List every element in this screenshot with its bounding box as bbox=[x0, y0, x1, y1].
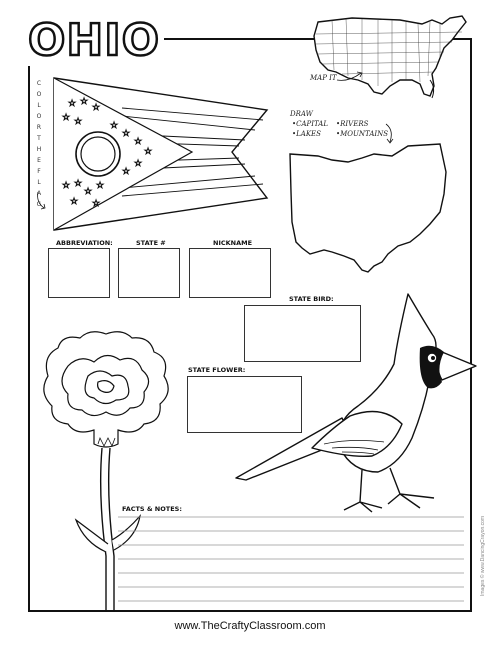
star-icon: ☆ bbox=[95, 181, 105, 191]
draw-item-rivers: •RIVERS bbox=[336, 120, 369, 128]
star-icon: ☆ bbox=[83, 187, 93, 197]
star-icon: ☆ bbox=[79, 97, 89, 107]
state-number-box[interactable] bbox=[118, 248, 180, 298]
star-icon: ☆ bbox=[133, 159, 143, 169]
arrow-icon bbox=[335, 70, 365, 84]
star-icon: ☆ bbox=[121, 167, 131, 177]
star-icon: ☆ bbox=[109, 121, 119, 131]
star-icon: ☆ bbox=[67, 99, 77, 109]
star-icon: ☆ bbox=[73, 117, 83, 127]
star-icon: ☆ bbox=[91, 199, 101, 209]
image-credit: Images © www.DancingCrayon.com bbox=[480, 515, 486, 596]
star-icon: ☆ bbox=[121, 129, 131, 139]
map-it-label: MAP IT bbox=[310, 74, 337, 82]
state-number-label: STATE # bbox=[136, 239, 166, 247]
footer-url[interactable]: www.TheCraftyClassroom.com bbox=[174, 620, 326, 632]
abbreviation-label: ABBREVIATION: bbox=[56, 239, 113, 247]
notes-lines[interactable] bbox=[118, 513, 466, 603]
state-flower-label: STATE FLOWER: bbox=[188, 366, 246, 374]
star-icon: ☆ bbox=[91, 103, 101, 113]
star-icon: ☆ bbox=[61, 113, 71, 123]
draw-item-capital: •CAPITAL bbox=[292, 120, 329, 128]
cardinal-bird-icon bbox=[232, 288, 478, 518]
draw-heading: DRAW bbox=[290, 110, 313, 118]
star-icon: ☆ bbox=[73, 179, 83, 189]
abbreviation-box[interactable] bbox=[48, 248, 110, 298]
star-icon: ☆ bbox=[133, 137, 143, 147]
nickname-label: NICKNAME bbox=[213, 239, 253, 247]
state-title: OHIO bbox=[28, 15, 161, 66]
facts-notes-label: FACTS & NOTES: bbox=[122, 505, 182, 513]
curved-arrow-icon bbox=[34, 190, 48, 212]
draw-item-mountains: •MOUNTAINS bbox=[336, 130, 389, 138]
us-map-icon bbox=[312, 14, 470, 100]
star-icon: ☆ bbox=[143, 147, 153, 157]
state-bird-label: STATE BIRD: bbox=[289, 295, 334, 303]
draw-item-lakes: •LAKES bbox=[292, 130, 321, 138]
star-icon: ☆ bbox=[69, 197, 79, 207]
color-the-flag-label: COLOR THE FLAG bbox=[36, 80, 44, 208]
ohio-outline-icon bbox=[288, 142, 452, 276]
ohio-flag-icon bbox=[52, 76, 272, 232]
star-icon: ☆ bbox=[61, 181, 71, 191]
